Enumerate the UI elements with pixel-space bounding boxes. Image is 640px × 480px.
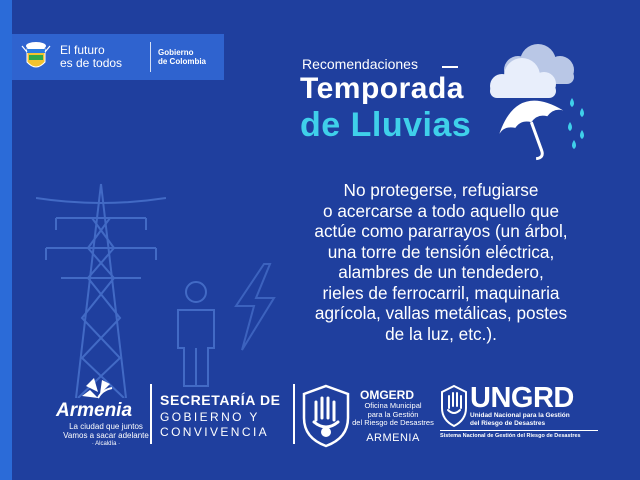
message-line: rieles de ferrocarril, maquinaria — [322, 282, 560, 303]
footer-divider — [293, 384, 295, 444]
gov-entity-line1: Gobierno — [158, 48, 194, 57]
gov-divider — [150, 42, 151, 72]
ungrd-divider — [440, 430, 598, 431]
colombia-coat-of-arms-icon — [20, 40, 52, 74]
cloud-umbrella-rain-icon — [478, 44, 602, 168]
ungrd-subtitle — [470, 412, 598, 427]
omgerd-sub-line: Oficina Municipal — [364, 401, 422, 410]
ungrd-emblem-icon — [440, 384, 468, 428]
gov-entity-line2: de Colombia — [158, 57, 207, 66]
left-stripe — [0, 0, 12, 480]
gov-slogan-line1: El futuro — [60, 43, 105, 57]
omgerd-sub-line: para la Gestión — [367, 409, 419, 419]
ungrd-system: Sistema Nacional de Gestión del Riesgo de Desastres — [440, 433, 581, 439]
armenia-alcaldia: · Alcaldía · — [91, 441, 121, 447]
gov-slogan-line2: es de todos — [60, 56, 123, 70]
omgerd-city: ARMENIA — [366, 432, 420, 444]
armenia-slogan-line2: Vamos a sacar adelante — [63, 431, 149, 440]
armenia-name: Armenia — [56, 400, 133, 421]
armenia-slogan — [58, 422, 154, 440]
message-line: alambres de un tendedero, — [338, 262, 544, 282]
power-tower-icon — [36, 178, 166, 398]
omgerd-sub-line: del Riesgo de Desastres — [352, 418, 434, 427]
omgerd-emblem-icon — [300, 384, 352, 448]
ungrd-sub-line: del Riesgo de Desastres — [470, 419, 546, 427]
message-line: actúe como pararrayos (un árbol, — [314, 221, 568, 241]
recommendation-text — [262, 180, 620, 344]
secretaria-line1: SECRETARÍA DE — [160, 392, 281, 408]
person-icon — [166, 278, 226, 388]
subtitle-dash — [442, 66, 458, 68]
secretaria-line2: GOBIERNO Y — [160, 410, 260, 424]
header-subtitle: Recomendaciones — [302, 56, 418, 72]
omgerd-title: OMGERD — [360, 388, 414, 402]
ungrd-sub-line: Unidad Nacional para la Gestión — [470, 412, 570, 419]
title-line1: Temporada — [300, 72, 464, 105]
message-line: de la luz, etc.). — [385, 323, 497, 344]
gov-slogan — [60, 44, 122, 70]
message-line: o acercarse a todo aquello que — [322, 200, 560, 221]
government-header — [12, 34, 224, 80]
armenia-slogan-line1: La ciudad que juntos — [69, 422, 143, 431]
title-line2: de Lluvias — [300, 106, 472, 144]
message-line: agrícola, vallas metálicas, postes — [314, 303, 568, 323]
message-line: No protegerse, refugiarse — [343, 180, 539, 200]
gov-entity — [158, 48, 206, 66]
omgerd-subtitle — [348, 402, 438, 428]
secretaria-line3: CONVIVENCIA — [160, 425, 270, 439]
ungrd-title: UNGRD — [470, 382, 574, 414]
footer-divider — [150, 384, 152, 444]
message-line: una torre de tensión eléctrica, — [327, 241, 555, 262]
